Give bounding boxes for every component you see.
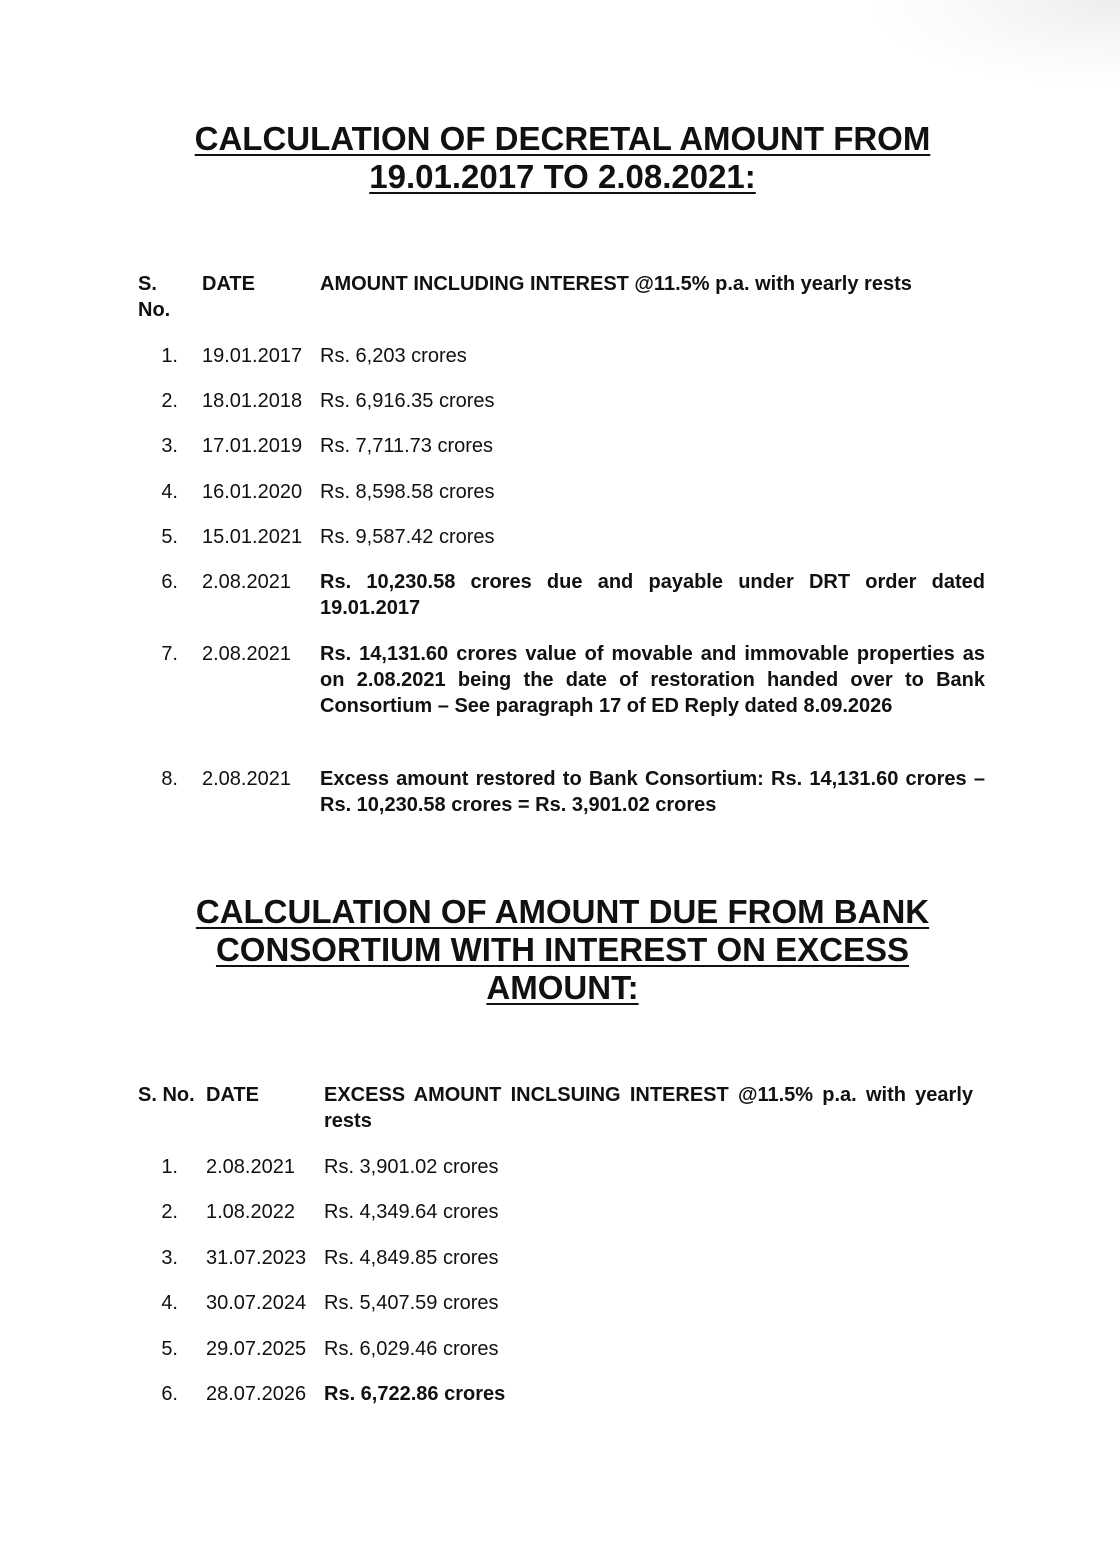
- excess-amount-table: [138, 1082, 985, 1412]
- row-amount: Rs. 9,587.42 crores: [320, 526, 495, 548]
- row-sno: 4.: [161, 1292, 178, 1314]
- row-date: 1.08.2022: [206, 1201, 295, 1223]
- section2-title-line3: AMOUNT:: [486, 969, 639, 1006]
- row-sno: 1.: [161, 1156, 178, 1178]
- row-date: 18.01.2018: [202, 390, 303, 412]
- row-date: 17.01.2019: [202, 435, 303, 457]
- row-amount: Rs. 4,849.85 crores: [324, 1247, 499, 1269]
- table-header: [138, 1082, 985, 1134]
- header-sno: S. No.: [138, 273, 171, 321]
- row-sno: 2.: [161, 1201, 178, 1223]
- row-sno: 5.: [161, 1338, 178, 1360]
- row-sno: 5.: [161, 526, 178, 548]
- header-sno: S. No.: [138, 1084, 195, 1106]
- row-date: 15.01.2021: [202, 526, 303, 548]
- section2-title-line1: CALCULATION OF AMOUNT DUE FROM BANK: [195, 893, 930, 930]
- row-date: 28.07.2026: [206, 1383, 307, 1405]
- row-sno: 6.: [161, 1383, 178, 1405]
- row-sno: 1.: [161, 345, 178, 367]
- page-corner-shadow: [860, 0, 1120, 90]
- header-amount: AMOUNT INCLUDING INTEREST @11.5% p.a. with yearly rests: [320, 273, 912, 295]
- section1-title: [140, 120, 985, 196]
- header-date: DATE: [202, 273, 255, 295]
- table-header: [138, 271, 985, 323]
- row-amount: Rs. 6,029.46 crores: [324, 1338, 499, 1360]
- row-amount: Rs. 3,901.02 crores: [324, 1156, 499, 1178]
- row-amount: Excess amount restored to Bank Consortium: Rs. 14,131.60 crores – Rs. 10,230.58 crores = Rs. 3,901.02 crores: [320, 768, 985, 816]
- row-amount: Rs. 10,230.58 crores due and payable under DRT order dated 19.01.2017: [320, 571, 985, 619]
- row-sno: 6.: [161, 571, 178, 593]
- section2-title-line2: CONSORTIUM WITH INTEREST ON EXCESS: [215, 931, 910, 968]
- row-amount: Rs. 4,349.64 crores: [324, 1201, 499, 1223]
- row-date: 31.07.2023: [206, 1247, 307, 1269]
- row-date: 2.08.2021: [202, 571, 291, 593]
- section2-title: [140, 893, 985, 1007]
- row-sno: 3.: [161, 1247, 178, 1269]
- row-amount: Rs. 8,598.58 crores: [320, 481, 495, 503]
- row-amount: Rs. 6,916.35 crores: [320, 390, 495, 412]
- row-sno: 4.: [161, 481, 178, 503]
- row-date: 2.08.2021: [202, 643, 291, 665]
- row-sno: 8.: [161, 768, 178, 790]
- row-amount: Rs. 6,203 crores: [320, 345, 467, 367]
- row-date: 19.01.2017: [202, 345, 303, 367]
- row-amount: Rs. 7,711.73 crores: [320, 435, 494, 457]
- header-amount: EXCESS AMOUNT INCLSUING INTEREST @11.5% p.a. with yearly rests: [324, 1084, 973, 1132]
- row-date: 16.01.2020: [202, 481, 303, 503]
- row-amount: Rs. 6,722.86 crores: [324, 1383, 506, 1405]
- row-date: 2.08.2021: [202, 768, 291, 790]
- row-sno: 3.: [161, 435, 178, 457]
- decretal-amount-table: [138, 271, 985, 831]
- row-sno: 7.: [161, 643, 178, 665]
- row-date: 2.08.2021: [206, 1156, 295, 1178]
- section1-title-line1: CALCULATION OF DECRETAL AMOUNT FROM: [194, 120, 931, 157]
- row-date: 30.07.2024: [206, 1292, 307, 1314]
- row-amount: Rs. 14,131.60 crores value of movable and immovable properties as on 2.08.2021 being the date of restoration handed over to Bank Consortium – See paragraph 17 of ED Reply dated 8.09.2026: [320, 643, 985, 717]
- row-amount: Rs. 5,407.59 crores: [324, 1292, 499, 1314]
- section1-title-line2: 19.01.2017 TO 2.08.2021:: [369, 158, 756, 195]
- row-sno: 2.: [161, 390, 178, 412]
- row-date: 29.07.2025: [206, 1338, 307, 1360]
- header-date: DATE: [206, 1084, 259, 1106]
